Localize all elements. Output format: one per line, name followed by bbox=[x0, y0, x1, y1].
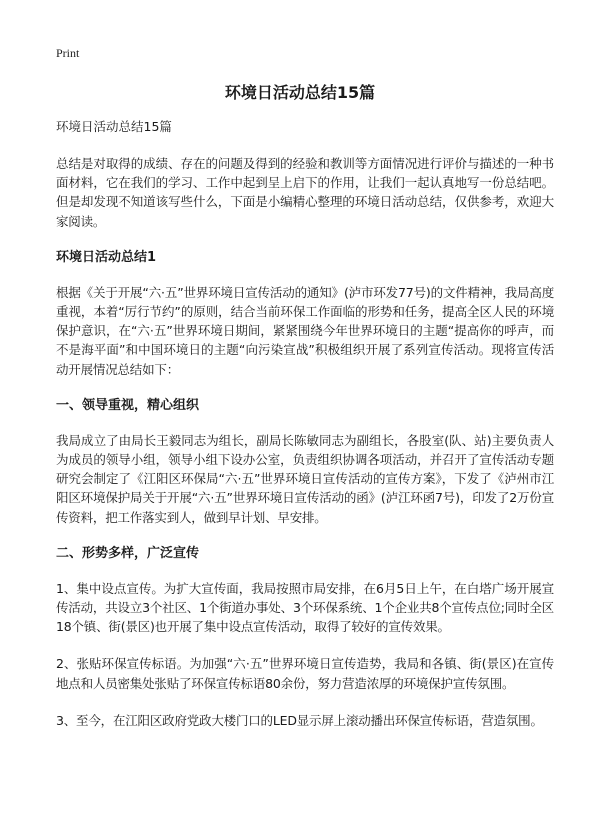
document-title: 环境日活动总结15篇 bbox=[224, 83, 376, 102]
document-body bbox=[56, 118, 554, 730]
document-subtitle: 环境日活动总结15篇 bbox=[56, 119, 172, 134]
intro-paragraph: 总结是对取得的成绩、存在的问题及得到的经验和教训等方面情况进行评价与描述的一种书面材料，它在我们的学习、工作中起到呈上启下的作用，让我们一起认真地写一份总结吧。但是却发现不知道该写些什么，下面是小编精心整理的环境日活动总结，仅供参考，欢迎大家阅读。 bbox=[56, 156, 554, 229]
subsection-heading-leadership: 一、领导重视，精心组织 bbox=[56, 397, 200, 413]
print-link[interactable]: Print bbox=[56, 46, 80, 60]
subsection-heading-publicity: 二、形势多样，广泛宣传 bbox=[56, 545, 200, 561]
leadership-paragraph: 我局成立了由局长王毅同志为组长，副局长陈敏同志为副组长，各股室(队、站)主要负责人为成员的领导小组，领导小组下设办公室，负责组织协调各项活动，并召开了宣传活动专题研究会制定了《江阳区环保局“六·五”世界环境日宣传活动的宣传方案》，下发了《泸州市江阳区环境保护局关于开展“六·五”世界环境日宣传活动的函》(泸江环函7号)，印发了2万份宣传资料，把工作落实到人，做到早计划、早安排。 bbox=[56, 432, 554, 525]
section-title: 环境日活动总结1 bbox=[56, 249, 157, 265]
publicity-item-1: 1、集中设点宣传。为扩大宣传面，我局按照市局安排，在6月5日上午，在白塔广场开展宣传活动，共设立3个社区、1个街道办事处、3个环保系统、1个企业共8个宣传点位;同时全区18个镇、街(景区)也开展了集中设点宣传活动，取得了较好的宣传效果。 bbox=[56, 580, 554, 635]
section-paragraph: 根据《关于开展“六·五”世界环境日宣传活动的通知》(泸市环发77号)的文件精神，我局高度重视，本着“厉行节约”的原则，结合当前环保工作面临的形势和任务，提高全区人民的环境保护意识，在“六·五”世界环境日期间，紧紧围绕今年世界环境日的主题“提高你的呼声，而不是海平面”和中国环境日的主题“向污染宣战”积极组织开展了系列宣传活动。现将宣传活动开展情况总结如下： bbox=[56, 284, 554, 377]
publicity-item-2: 2、张贴环保宣传标语。为加强“六·五”世界环境日宣传造势，我局和各镇、街(景区)在宣传地点和人员密集处张贴了环保宣传标语80余份，努力营造浓厚的环境保护宣传氛围。 bbox=[56, 656, 554, 691]
publicity-item-3: 3、至今，在江阳区政府党政大楼门口的LED显示屏上滚动播出环保宣传标语，营造氛围。 bbox=[56, 712, 543, 728]
